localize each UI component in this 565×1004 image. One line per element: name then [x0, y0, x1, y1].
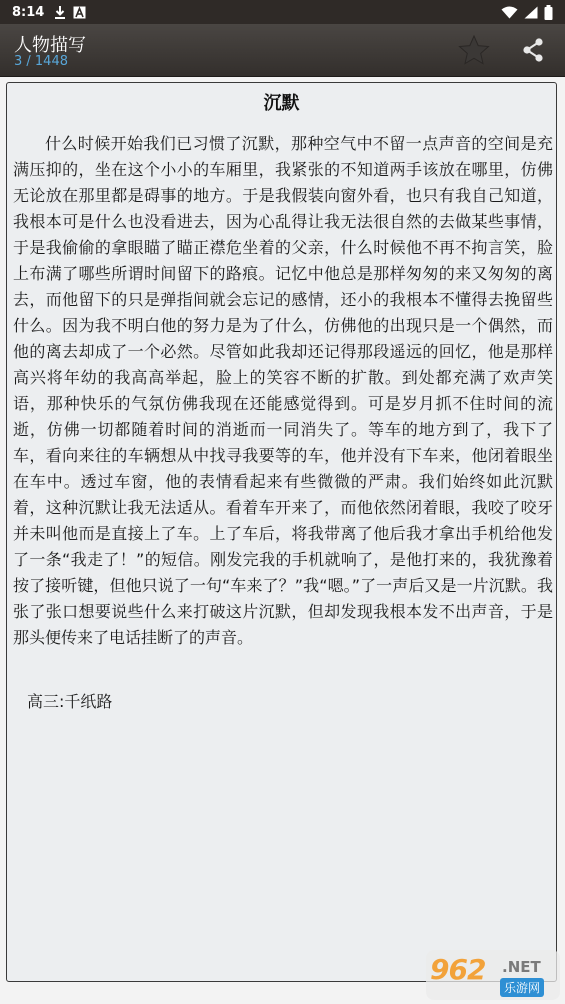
status-time: 8:14 — [12, 4, 45, 20]
status-bar — [0, 0, 565, 24]
share-button[interactable] — [519, 36, 547, 64]
watermark-logo — [426, 950, 560, 1000]
article-author: 高三:千纸路 — [27, 692, 113, 711]
signal-icon — [524, 6, 538, 19]
a-icon — [73, 6, 86, 19]
status-icons-left — [54, 5, 86, 19]
share-icon — [519, 36, 547, 64]
article-body: 什么时候开始我们已习惯了沉默，那种空气中不留一点声音的空间是充满压抑的，坐在这个小小的车厢里，我紧张的不知道两手该放在哪里，仿佛无论放在那里都是碍事的地方。于是我假装向窗外看，也只有我自己知道，我根本可是什么也没看进去，因为心乱得让我无法很自然的去做某些事情，于是我偷偷的拿眼瞄了瞄正襟危坐着的父亲，什么时候他不再不拘言笑，脸上布满了哪些所谓时间留下的路痕。记忆中他总是那样匆匆的来又匆匆的离去，而他留下的只是弹指间就会忘记的感情，还小的我根本不懂得去挽留些什么。因为我不明白他的努力是为了什么，仿佛他的出现只是一个偶然，而他的离去却成了一个必然。尽管如此我却还记得那段遥远的回忆，他是那样高兴将年幼的我高高举起，脸上的笑容不断的扩散。到处都充满了欢声笑语，那种快乐的气氛仿佛我现在还能感觉得到。可是岁月抓不住时间的流逝，仿佛一切都随着时间的消逝而一同消失了。等车的地方到了，我下了车，看向来往的车辆想从中找寻我要等的车，他并没有下车来，他闭着眼坐在车中。透过车窗，他的表情看起来有些微微的严肃。我们始终如此沉默着，这种沉默让我无法适从。看着车开来了，而他依然闭着眼，我咬了咬牙并未叫他而是直接上了车。上了车后，将我带离了他后我才拿出手机给他发了一条“我走了！”的短信。刚发完我的手机就响了，是他打来的，我犹豫着按了接听键，但他只说了一句“车来了？”我“嗯。”了一声后又是一片沉默。我张了张口想要说些什么来打破这片沉默，但却发现我根本发不出声音，于是那头便传来了电话挂断了的声音。 — [13, 134, 553, 647]
download-icon — [54, 5, 66, 19]
wifi-icon — [501, 6, 518, 19]
app-title: 人物描写 — [14, 35, 86, 56]
status-icons-right — [501, 5, 553, 20]
favorite-button[interactable] — [458, 34, 490, 66]
watermark-number: 962 — [430, 953, 486, 986]
article-title: 沉默 — [263, 93, 300, 114]
app-bar — [0, 24, 565, 77]
watermark-site: 乐游网 — [500, 978, 544, 997]
page-counter: 3 / 1448 — [14, 54, 68, 69]
battery-icon — [544, 5, 553, 20]
star-icon — [458, 34, 490, 66]
article-card[interactable] — [6, 82, 557, 982]
watermark-domain: .NET — [502, 958, 541, 976]
